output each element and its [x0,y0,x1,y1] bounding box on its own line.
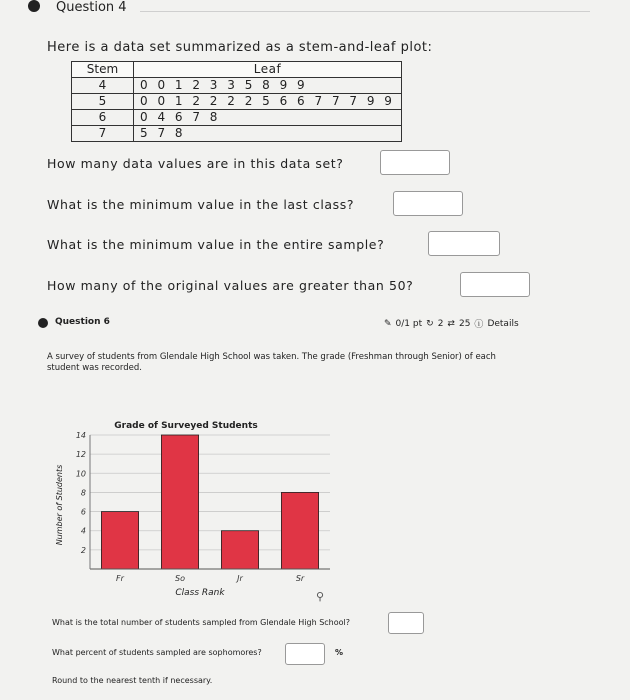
chart-y-ticks [76,431,86,555]
table-row [72,78,402,94]
total-students-input[interactable] [388,612,424,634]
rounding-note: Round to the nearest tenth if necessary. [52,676,213,685]
y-tick-label: 10 [75,469,86,479]
bar-sr [281,492,318,569]
chart-x-ticks [116,574,305,583]
stem-header: Stem [72,62,134,78]
bar-fr [101,512,138,569]
info-icon[interactable]: ⓘ [474,320,484,330]
stem-cell: 6 [72,110,134,126]
question-percent-sophomores: What percent of students sampled are sophomores? [52,648,262,657]
min-last-class-input[interactable] [393,191,463,216]
bar-jr [221,531,258,569]
question-count-values: How many data values are in this data set? [47,156,344,171]
question-4-intro: Here is a data set summarized as a stem-and-leaf plot: [47,40,433,55]
table-row [72,110,402,126]
y-tick-label: 12 [75,450,86,460]
attempts-icon: ⇄ [447,318,455,329]
retry-icon: ↻ [426,318,434,329]
chart-title: Grade of Surveyed Students [114,421,258,431]
bar-chart [40,410,340,610]
question-6-intro-line1: A survey of students from Glendale High School was taken. The grade (Freshman through Senior) of each [47,352,496,362]
retries-count: 2 [437,318,444,329]
greater-than-50-input[interactable] [460,272,530,297]
edit-icon: ✎ [384,318,392,329]
question-6-intro-line2: student was recorded. [47,363,142,373]
stem-cell: 4 [72,78,134,94]
x-tick-label: Sr [295,574,305,583]
score-text: 0/1 pt [395,318,423,329]
question-min-last-class: What is the minimum value in the last class? [47,197,355,212]
question-meta [384,317,519,330]
leaf-cell: 0 0 1 2 2 2 2 5 6 6 7 7 7 9 9 [134,94,402,110]
y-tick-label: 14 [75,431,86,440]
x-tick-label: Jr [237,574,243,583]
question-bullet-icon [38,318,48,328]
question-bullet-icon [28,0,40,12]
min-sample-input[interactable] [428,231,500,256]
y-axis-label: Number of Students [55,464,64,546]
header-divider [140,11,590,12]
y-tick-label: 4 [80,526,86,536]
chart-bars [101,435,318,569]
leaf-cell: 5 7 8 [134,126,402,142]
stem-cell: 7 [72,126,134,142]
leaf-cell: 0 4 6 7 8 [134,110,402,126]
question-min-sample: What is the minimum value in the entire sample? [47,237,385,252]
table-header-row [72,62,402,78]
question-6-title: Question 6 [55,317,110,327]
table-row [72,94,402,110]
bar-so [161,435,198,569]
stem-and-leaf-table [71,61,402,142]
magnify-icon[interactable]: ⚲ [316,590,325,603]
attempts-count: 25 [458,318,471,329]
leaf-header: Leaf [134,62,402,78]
x-axis-label: Class Rank [175,588,225,598]
stem-cell: 5 [72,94,134,110]
question-total-students: What is the total number of students sampled from Glendale High School? [52,618,350,627]
y-tick-label: 6 [80,507,86,517]
count-values-input[interactable] [380,150,450,175]
y-tick-label: 8 [80,488,86,498]
question-greater-than-50: How many of the original values are greater than 50? [47,278,414,293]
y-tick-label: 2 [80,545,86,555]
details-link[interactable]: Details [487,318,519,329]
x-tick-label: Fr [116,574,124,583]
percent-sophomores-input[interactable] [285,643,325,665]
leaf-cell: 0 0 1 2 3 3 5 8 9 9 [134,78,402,94]
table-row [72,126,402,142]
question-4-title: Question 4 [56,0,127,15]
x-tick-label: So [175,574,185,583]
percent-sign: % [335,648,344,657]
